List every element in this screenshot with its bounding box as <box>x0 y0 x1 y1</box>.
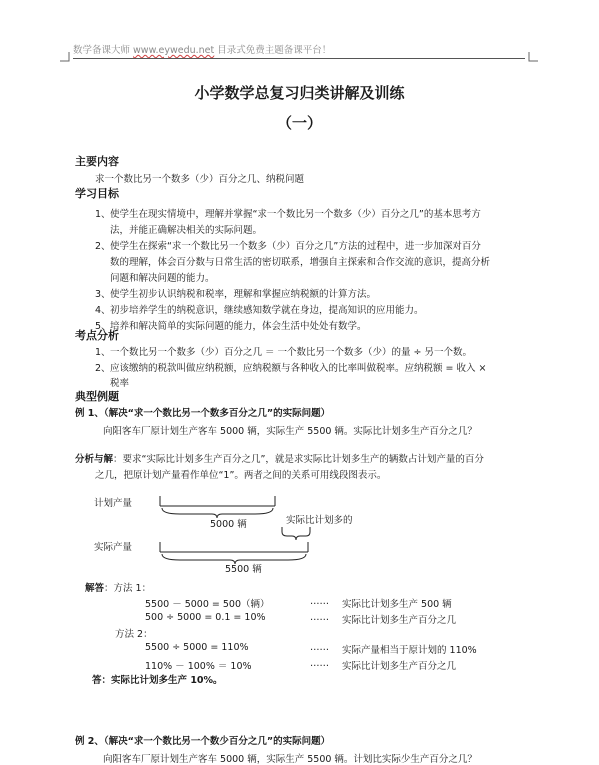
objective-number: 2、 <box>95 241 111 252</box>
analysis-label: 分析与解 <box>75 454 114 465</box>
step-expression: 5500 － 5000 = 500（辆） <box>145 599 270 610</box>
example1-answer <box>92 672 223 686</box>
example2-problem: 向阳客车厂原计划生产客车 5000 辆，实际生产 5500 辆。计划比实际少生产百分之几？ <box>103 754 477 765</box>
extra-brace <box>282 527 310 540</box>
key-point-number: 1、 <box>95 347 111 358</box>
example1-analysis-line <box>75 451 484 465</box>
answer-text: ：实际比计划多生产 10%。 <box>101 675 223 686</box>
step-expression: 500 ÷ 5000 = 0.1 = 10% <box>145 612 266 623</box>
actual-value: 5500 辆 <box>225 564 262 575</box>
step-dots: …… <box>310 596 329 607</box>
analysis-text: ：要求“实际比计划多生产百分之几”，就是求实际比计划多生产的辆数占计划产量的百分 <box>113 454 484 465</box>
objective-line: 使学生在现实情境中，理解并掌握“求一个数比另一个数多（少）百分之几”的基本思考方 <box>110 209 481 220</box>
step-note: 实际比计划多生产百分之几 <box>342 661 457 672</box>
step-dots: …… <box>310 612 329 623</box>
objective-line: 初步培养学生的纳税意识，继续感知数学就在身边，提高知识的应用能力。 <box>110 305 424 316</box>
plan-brace <box>162 508 273 518</box>
objective-number: 1、 <box>95 209 111 220</box>
step-note: 实际产量相当于原计划的 110% <box>342 645 477 656</box>
objective-number: 5、 <box>95 321 111 332</box>
actual-brace <box>162 554 306 564</box>
key-point-line: 税率 <box>110 378 130 389</box>
objective-line: 问题和解决问题的能力。 <box>110 273 215 284</box>
step-dots: …… <box>310 642 329 653</box>
document-title: 小学数学总复习归类讲解及训练 <box>194 84 405 102</box>
example2-title: 例 2、（解决“求一个数比另一个数少百分之几”的实际问题） <box>75 736 331 747</box>
examples-heading: 典型例题 <box>75 390 119 403</box>
main-content-heading: 主要内容 <box>75 155 119 168</box>
main-content-text: 求一个数比另一个数多（少）百分之几、纳税问题 <box>95 174 305 185</box>
answer-label: 答 <box>92 675 102 686</box>
plan-label: 计划产量 <box>94 498 133 509</box>
document-subtitle: （一） <box>276 114 322 132</box>
objective-line: 使学生在探索“求一个数比另一个数多（少）百分之几”方法的过程中，进一步加深对百分 <box>110 241 481 252</box>
objective-number: 3、 <box>95 289 111 300</box>
objective-line: 数的理解，体会百分数与日常生活的密切联系，增强自主探索和合作交流的意识，提高分析 <box>110 257 491 268</box>
header-url[interactable]: www.eywedu.net <box>133 45 215 56</box>
objective-line: 使学生初步认识纳税和税率，理解和掌握应纳税额的计算方法。 <box>110 289 377 300</box>
example1-analysis-line: 之几，把原计划产量看作单位“1”。两者之间的关系可用线段图表示。 <box>95 470 387 481</box>
extra-label: 实际比计划多的 <box>286 515 353 526</box>
plan-value: 5000 辆 <box>210 519 247 530</box>
crop-mark-top-left <box>60 52 70 62</box>
page-header <box>73 42 331 56</box>
objective-line: 培养和解决简单的实际问题的能力，体会生活中处处有数学。 <box>110 321 367 332</box>
example1-problem: 向阳客车厂原计划生产客车 5000 辆，实际生产 5500 辆。实际比计划多生产百分之几？ <box>103 426 477 437</box>
crop-mark-top-right <box>528 52 538 62</box>
solution-method1-line <box>85 580 151 594</box>
key-point-line: 应该缴纳的税款叫做应纳税额，应纳税额与各种收入的比率叫做税率。应纳税额 = 收入 × <box>110 363 487 374</box>
header-divider <box>73 58 525 59</box>
key-point-line: 一个数比另一个数多（少）百分之几 ＝ 一个数比另一个数多（少）的量 ÷ 另一个数。 <box>110 347 473 358</box>
step-note: 实际比计划多生产百分之几 <box>342 615 457 626</box>
objectives-heading: 学习目标 <box>75 187 119 200</box>
solution-label: 解答 <box>85 583 105 594</box>
segment-diagram <box>80 492 380 582</box>
example1-title: 例 1、（解决“求一个数比另一个数多百分之几”的实际问题） <box>75 408 331 419</box>
method1-label: ：方法 1： <box>104 583 152 594</box>
objective-number: 4、 <box>95 305 111 316</box>
step-expression: 5500 ÷ 5000 = 110% <box>145 642 249 653</box>
header-suffix: 目录式免费主题备课平台！ <box>214 45 332 56</box>
method2-label: 方法 2： <box>115 629 153 640</box>
header-prefix: 数学备课大师 <box>73 45 134 56</box>
step-note: 实际比计划多生产 500 辆 <box>342 599 452 610</box>
key-point-number: 2、 <box>95 363 111 374</box>
objective-line: 法，并能正确解决相关的实际问题。 <box>110 225 263 236</box>
actual-label: 实际产量 <box>94 542 133 553</box>
key-points-heading: 考点分析 <box>75 329 119 342</box>
step-expression: 110% － 100% ＝ 10% <box>145 661 252 672</box>
step-dots: …… <box>310 658 329 669</box>
